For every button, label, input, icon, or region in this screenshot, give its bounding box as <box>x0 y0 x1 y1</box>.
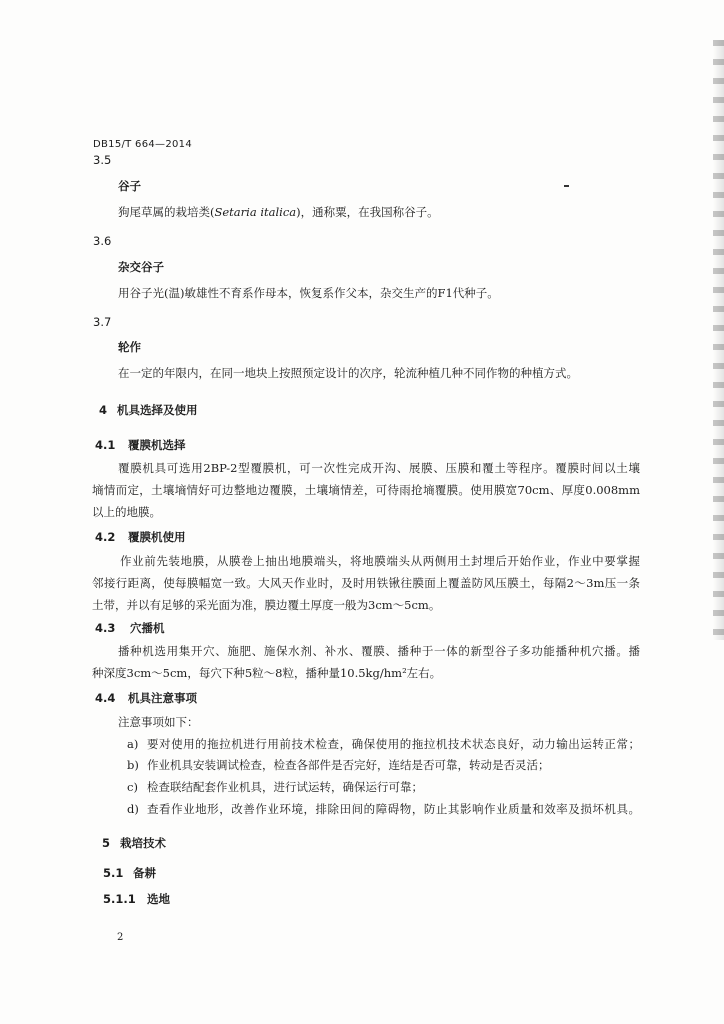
section-title: 覆膜机选择 <box>128 438 186 452</box>
chapter-title: 栽培技术 <box>120 836 166 850</box>
chapter-number: 5 <box>102 836 111 850</box>
section-number: 4.2 <box>95 530 116 544</box>
term-title-rotation: 轮作 <box>118 340 141 354</box>
section-title: 备耕 <box>133 866 156 880</box>
term-number-3-6: 3.6 <box>93 234 112 248</box>
page-number: 2 <box>117 932 124 943</box>
paragraph-line: 以上的地膜。 <box>92 505 161 519</box>
term-number-3-7: 3.7 <box>93 315 112 329</box>
list-item-text: 检查联结配套作业机具，进行试运转，确保运行可靠； <box>147 780 423 794</box>
paragraph-line: 土带，并以有足够的采光面为准，膜边覆土厚度一般为3cm～5cm。 <box>92 598 441 612</box>
section-4-4-heading <box>0 691 724 705</box>
list-item-text: 作业机具安装调试检查，检查各部件是否完好，连结是否可靠，转动是否灵活； <box>147 758 550 772</box>
chapter-number: 4 <box>99 403 108 417</box>
term-definition-hybrid-millet: 用谷子光(温)敏雄性不育系作母本，恢复系作父本，杂交生产的F1代种子。 <box>118 286 499 300</box>
section-title: 机具注意事项 <box>128 691 197 705</box>
section-title: 覆膜机使用 <box>128 530 186 544</box>
list-item-label: a) <box>127 737 139 751</box>
latin-species-name: Setaria italica <box>214 205 297 219</box>
chapter-title: 机具选择及使用 <box>117 403 198 417</box>
list-item <box>0 802 724 816</box>
section-title: 穴播机 <box>130 621 165 635</box>
list-item <box>0 780 724 794</box>
list-item-text: 查看作业地形，改善作业环境，排除田间的障碍物，防止其影响作业质量和效率及损坏机具。 <box>147 802 640 816</box>
chapter-5-heading <box>0 836 724 850</box>
section-4-1-heading <box>0 438 724 452</box>
list-item-label: c) <box>127 780 138 794</box>
section-number: 4.1 <box>95 438 116 452</box>
paragraph-line: 作业前先装地膜，从膜卷上抽出地膜端头，将地膜端头从两侧用土封埋后开始作业，作业中要掌握 <box>120 554 640 568</box>
term-title-hybrid-millet: 杂交谷子 <box>118 260 164 274</box>
subsection-5-1-1-heading <box>0 892 724 906</box>
section-number: 5.1 <box>103 866 124 880</box>
list-intro: 注意事项如下： <box>118 715 199 729</box>
term-title-millet: 谷子 <box>118 179 141 193</box>
paragraph-line: 邻接行距离，使每膜幅宽一致。大风天作业时，及时用铁锹往膜面上覆盖防风压膜土，每隔2～3m压一条 <box>92 576 640 590</box>
paragraph-line: 种深度3cm～5cm，每穴下种5粒～8粒，播种量10.5kg/hm²左右。 <box>92 666 442 680</box>
scan-speck <box>564 185 569 187</box>
definition-text-after: )，通称粟，在我国称谷子。 <box>296 205 439 219</box>
term-definition-rotation: 在一定的年限内，在同一地块上按照预定设计的次序，轮流种植几种不同作物的种植方式。 <box>118 366 578 380</box>
section-4-3-heading <box>0 621 724 635</box>
section-4-2-heading <box>0 530 724 544</box>
list-item <box>0 737 724 751</box>
definition-text-before: 狗尾草属的栽培类( <box>118 205 215 219</box>
list-item-label: b) <box>127 758 139 772</box>
term-number-3-5: 3.5 <box>93 153 112 167</box>
paragraph-line: 墒情而定，土壤墒情好可边整地边覆膜，土壤墒情差，可待雨抢墒覆膜。使用膜宽70cm、厚度0.008mm <box>92 483 640 497</box>
document-code: DB15/T 664—2014 <box>93 139 192 150</box>
list-item-label: d) <box>127 802 139 816</box>
subsection-number: 5.1.1 <box>103 892 136 906</box>
list-item-text: 要对使用的拖拉机进行用前技术检查，确保使用的拖拉机技术状态良好，动力输出运转正常； <box>147 737 640 751</box>
section-number: 4.3 <box>95 621 116 635</box>
list-item <box>0 758 724 772</box>
chapter-4-heading <box>0 403 724 417</box>
paragraph-line: 播种机选用集开穴、施肥、施保水剂、补水、覆膜、播种于一体的新型谷子多功能播种机穴播。播 <box>118 644 640 658</box>
subsection-title: 选地 <box>147 892 170 906</box>
term-definition-millet <box>118 205 439 219</box>
section-number: 4.4 <box>95 691 116 705</box>
scan-edge-artifact <box>713 40 724 640</box>
paragraph-line: 覆膜机具可选用2BP-2型覆膜机，可一次性完成开沟、展膜、压膜和覆土等程序。覆膜时间以土壤 <box>118 461 640 475</box>
section-5-1-heading <box>0 866 724 880</box>
